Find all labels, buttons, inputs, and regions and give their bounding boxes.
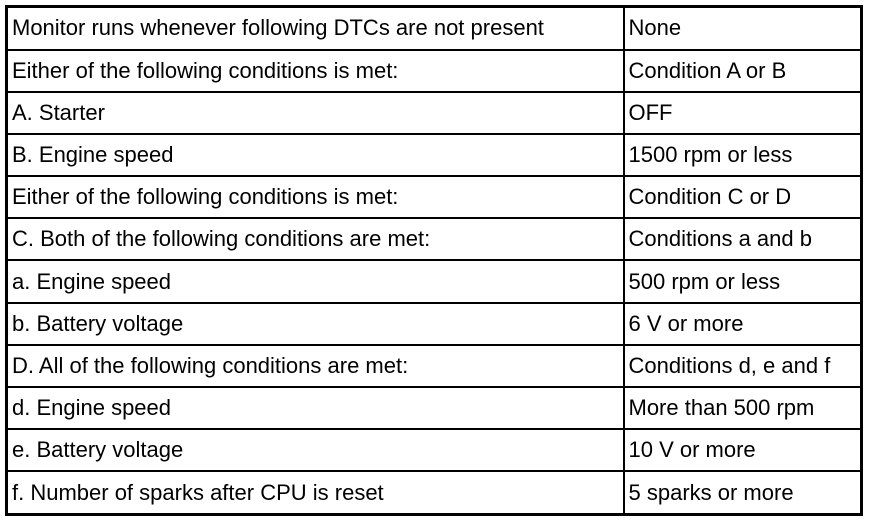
- table-row: [7, 303, 862, 345]
- table-row: [7, 471, 862, 514]
- condition-value-cell: 5 sparks or more: [624, 471, 862, 514]
- condition-value-cell: Condition A or B: [624, 50, 862, 92]
- table-row: [7, 134, 862, 176]
- table-row: [7, 92, 862, 134]
- condition-value-cell: Conditions d, e and f: [624, 345, 862, 387]
- condition-value-cell: None: [624, 7, 862, 50]
- table-row: [7, 345, 862, 387]
- condition-label-cell: D. All of the following conditions are met:: [7, 345, 624, 387]
- condition-value-cell: OFF: [624, 92, 862, 134]
- condition-label-cell: Either of the following conditions is met:: [7, 176, 624, 218]
- condition-value-cell: 10 V or more: [624, 429, 862, 471]
- table-row: [7, 260, 862, 302]
- table-row: [7, 50, 862, 92]
- condition-label-cell: Either of the following conditions is met:: [7, 50, 624, 92]
- condition-label-cell: f. Number of sparks after CPU is reset: [7, 471, 624, 514]
- condition-label-cell: B. Engine speed: [7, 134, 624, 176]
- condition-value-cell: 500 rpm or less: [624, 260, 862, 302]
- condition-label-cell: A. Starter: [7, 92, 624, 134]
- condition-value-cell: 6 V or more: [624, 303, 862, 345]
- condition-label-cell: d. Engine speed: [7, 387, 624, 429]
- condition-label-cell: C. Both of the following conditions are met:: [7, 218, 624, 260]
- table-row: [7, 387, 862, 429]
- condition-value-cell: More than 500 rpm: [624, 387, 862, 429]
- table-row: [7, 7, 862, 50]
- table-row: [7, 176, 862, 218]
- condition-value-cell: Condition C or D: [624, 176, 862, 218]
- condition-label-cell: a. Engine speed: [7, 260, 624, 302]
- condition-label-cell: e. Battery voltage: [7, 429, 624, 471]
- condition-value-cell: 1500 rpm or less: [624, 134, 862, 176]
- table-row: [7, 429, 862, 471]
- monitor-conditions-table: [5, 5, 863, 516]
- condition-label-cell: Monitor runs whenever following DTCs are not present: [7, 7, 624, 50]
- table-row: [7, 218, 862, 260]
- monitor-conditions-table-container: [5, 5, 863, 516]
- condition-label-cell: b. Battery voltage: [7, 303, 624, 345]
- condition-value-cell: Conditions a and b: [624, 218, 862, 260]
